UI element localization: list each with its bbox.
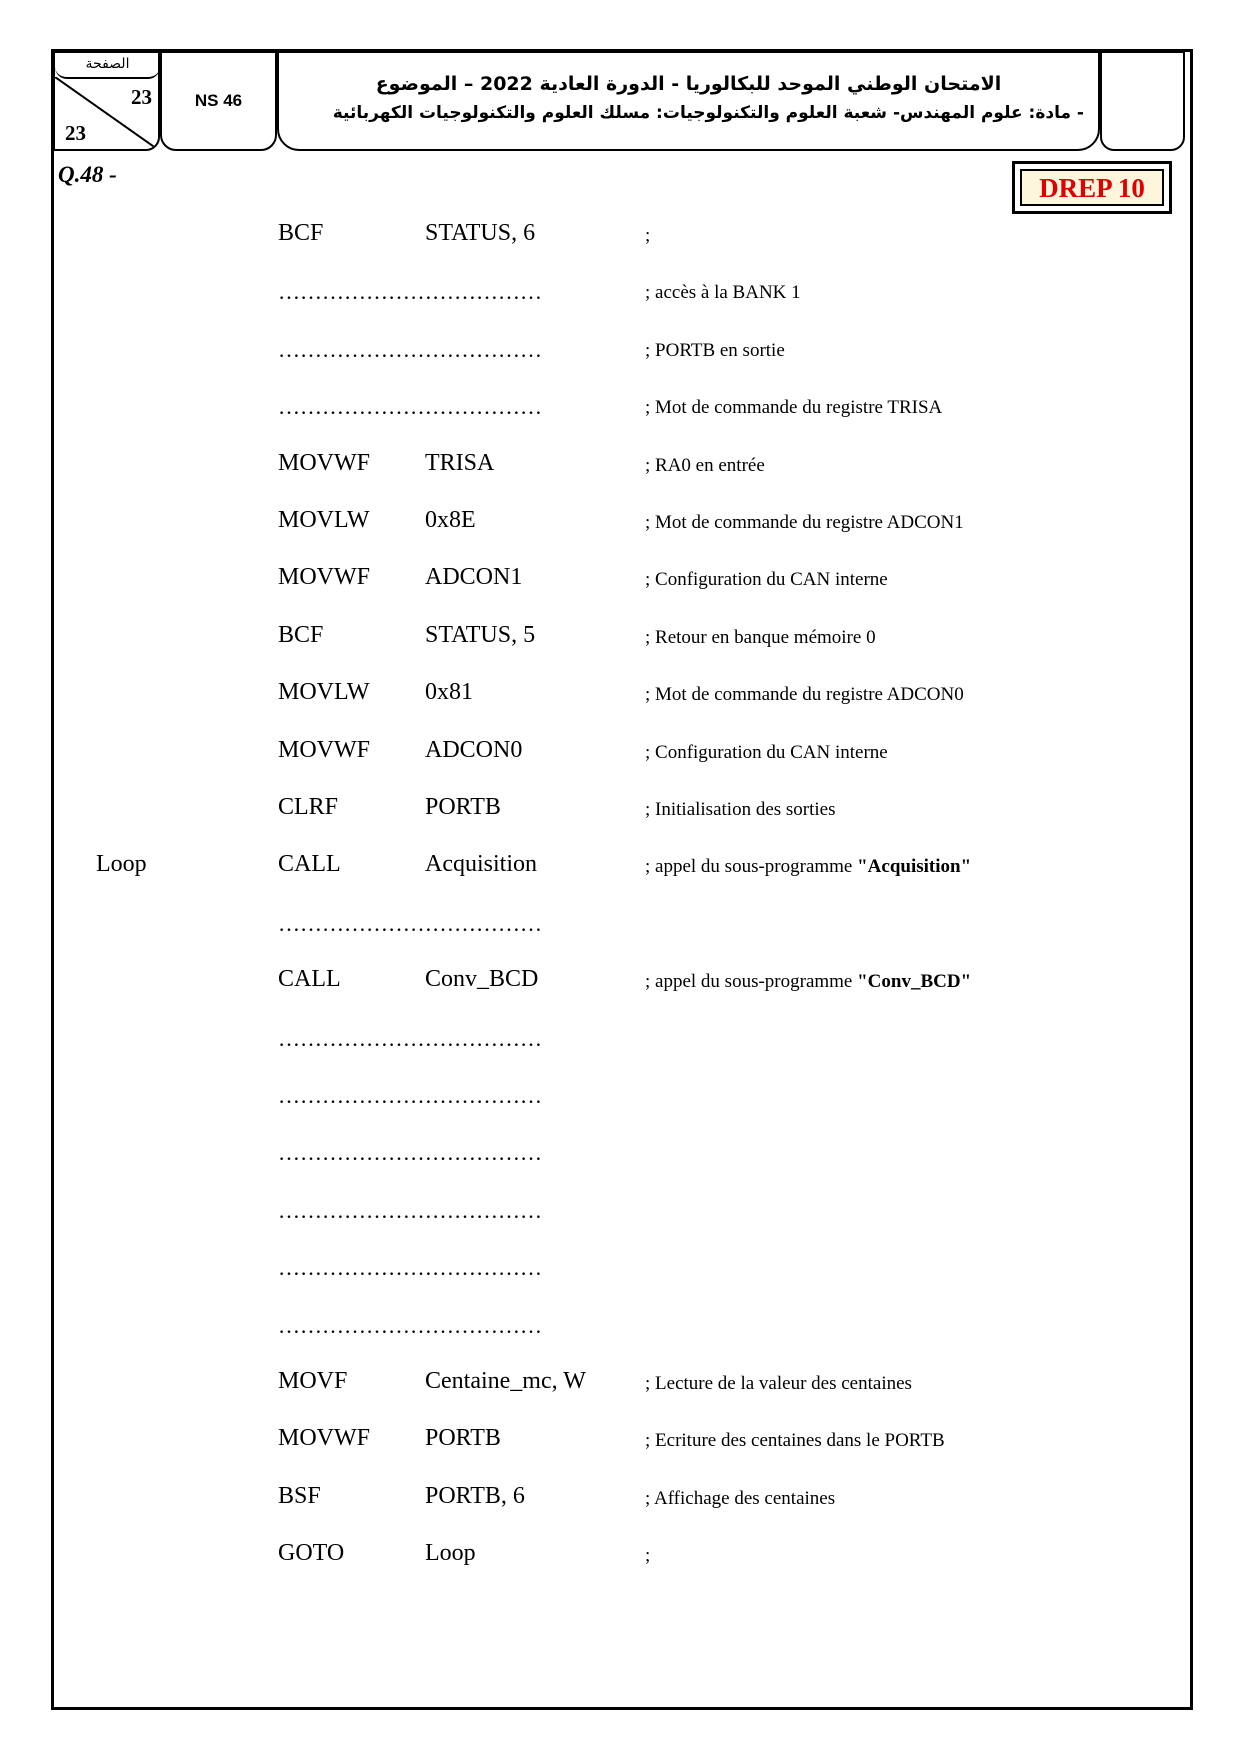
code-comment-text: ; Retour en banque mémoire 0 [645,626,876,648]
code-line [0,1024,1240,1064]
answer-blank[interactable]: ……………………………… [278,910,542,936]
code-operand: Conv_BCD [425,966,539,993]
answer-blank[interactable]: ……………………………… [278,1312,542,1338]
answer-blank[interactable]: ……………………………… [278,1197,542,1223]
code-comment [645,340,785,362]
code-operand: ADCON0 [425,736,523,763]
code-instruction: BCF [278,621,324,648]
code-line [0,851,1240,891]
question-number: Q.48 - [58,162,117,187]
code-line [0,220,1240,260]
code-line [0,679,1240,719]
code-comment [645,225,650,247]
answer-blank[interactable]: ……………………………… [278,1140,542,1166]
code-instruction: MOVF [278,1368,348,1394]
code-comment-subroutine: "Acquisition" [857,856,972,878]
code-comment [645,569,888,591]
code-instruction: MOVWF [278,736,371,763]
code-operand: 0x8E [425,507,476,533]
code-comment [645,684,964,706]
code-comment-text: ; appel du sous-programme [645,971,858,993]
code-operand: Centaine_mc, W [425,1368,586,1394]
code-comment [645,856,971,878]
code-comment [645,512,964,534]
code-instruction: CLRF [278,794,339,820]
code-instruction: MOVWF [278,564,371,591]
drep-label: DREP 10 [1020,169,1164,206]
exam-code: NS 46 [160,51,277,151]
code-line [0,277,1240,317]
code-comment-text: ; Mot de commande du registre ADCON0 [645,684,964,706]
code-instruction: MOVLW [278,507,370,533]
code-operand: PORTB [425,794,501,820]
code-comment-text: ; RA0 en entrée [645,454,765,476]
exam-title-line1: الامتحان الوطني الموحد للبكالوريا - الدورة العادية 2022 – الموضوع [375,73,1002,95]
code-comment-text: ; Ecriture des centaines dans le PORTB [645,1430,945,1452]
code-comment [645,455,765,477]
code-operand: PORTB, 6 [425,1482,525,1509]
answer-blank[interactable]: ……………………………… [278,394,542,420]
code-comment [645,627,876,649]
code-line [0,1368,1240,1408]
code-instruction: MOVWF [278,1425,371,1452]
code-line [0,1081,1240,1121]
code-line [0,1483,1240,1523]
code-line [0,1138,1240,1178]
code-line [0,335,1240,375]
code-operand: Loop [425,1540,476,1567]
code-line [0,507,1240,547]
code-line [0,392,1240,432]
code-comment [645,282,801,304]
code-instruction: BCF [278,220,324,246]
code-comment [645,971,971,993]
page-total: 23 [65,121,86,145]
code-instruction: BSF [278,1482,321,1509]
code-line [0,450,1240,490]
code-instruction: MOVLW [278,679,370,706]
page-label: الصفحة [55,53,160,79]
code-comment [645,1488,835,1510]
code-operand: STATUS, 6 [425,220,536,246]
code-operand: ADCON1 [425,564,523,591]
answer-blank[interactable]: ……………………………… [278,1255,542,1281]
code-comment-text: ; [645,225,651,246]
code-comment-text: ; Mot de commande du registre ADCON1 [645,512,964,533]
code-comment-text: ; Lecture de la valeur des centaines [645,1373,912,1394]
code-line [0,966,1240,1006]
code-line [0,564,1240,604]
code-instruction: MOVWF [278,449,371,476]
answer-blank[interactable]: ……………………………… [278,1025,542,1051]
code-operand: TRISA [425,449,495,476]
exam-title-box [277,51,1100,151]
code-comment [645,799,836,821]
code-instruction: GOTO [278,1540,345,1567]
code-instruction: CALL [278,851,341,878]
code-comment-text: ; PORTB en sortie [645,339,785,361]
answer-blank[interactable]: ……………………………… [278,336,542,362]
code-line [0,1540,1240,1580]
drep-badge [1012,161,1172,214]
code-line [0,622,1240,662]
code-line [0,1196,1240,1236]
code-comment-subroutine: "Conv_BCD" [857,971,972,993]
code-line [0,737,1240,777]
code-comment-text: ; Mot de commande du registre TRISA [645,397,943,419]
code-comment [645,1545,650,1567]
code-comment [645,1373,912,1395]
code-line [0,1311,1240,1351]
answer-blank[interactable]: ……………………………… [278,279,542,305]
code-comment-text: ; accès à la BANK 1 [645,282,801,304]
code-comment-text: ; Configuration du CAN interne [645,741,888,763]
page-number-box [53,51,160,151]
code-operand: 0x81 [425,679,473,706]
code-comment [645,1430,945,1452]
code-operand: PORTB [425,1425,501,1452]
code-comment [645,397,942,419]
header-right-box [1100,51,1185,151]
code-operand: Acquisition [425,851,537,878]
page-current: 23 [131,85,152,109]
code-comment-text: ; Affichage des centaines [645,1487,836,1509]
code-line [0,1253,1240,1293]
code-instruction: CALL [278,966,341,993]
code-comment-text: ; appel du sous-programme [645,856,858,878]
code-label: Loop [96,851,147,878]
code-line [0,909,1240,949]
code-comment-text: ; Configuration du CAN interne [645,569,888,591]
code-comment-text: ; Initialisation des sorties [645,799,836,820]
code-comment [645,742,888,764]
exam-title-line2: - مادة: علوم المهندس- شعبة العلوم والتكنولوجيات: مسلك العلوم والتكنولوجيات الكهربائية [332,103,1084,123]
code-operand: STATUS, 5 [425,621,536,648]
answer-blank[interactable]: ……………………………… [278,1083,542,1108]
code-line [0,1425,1240,1465]
code-comment-text: ; [645,1545,651,1567]
code-line [0,794,1240,834]
